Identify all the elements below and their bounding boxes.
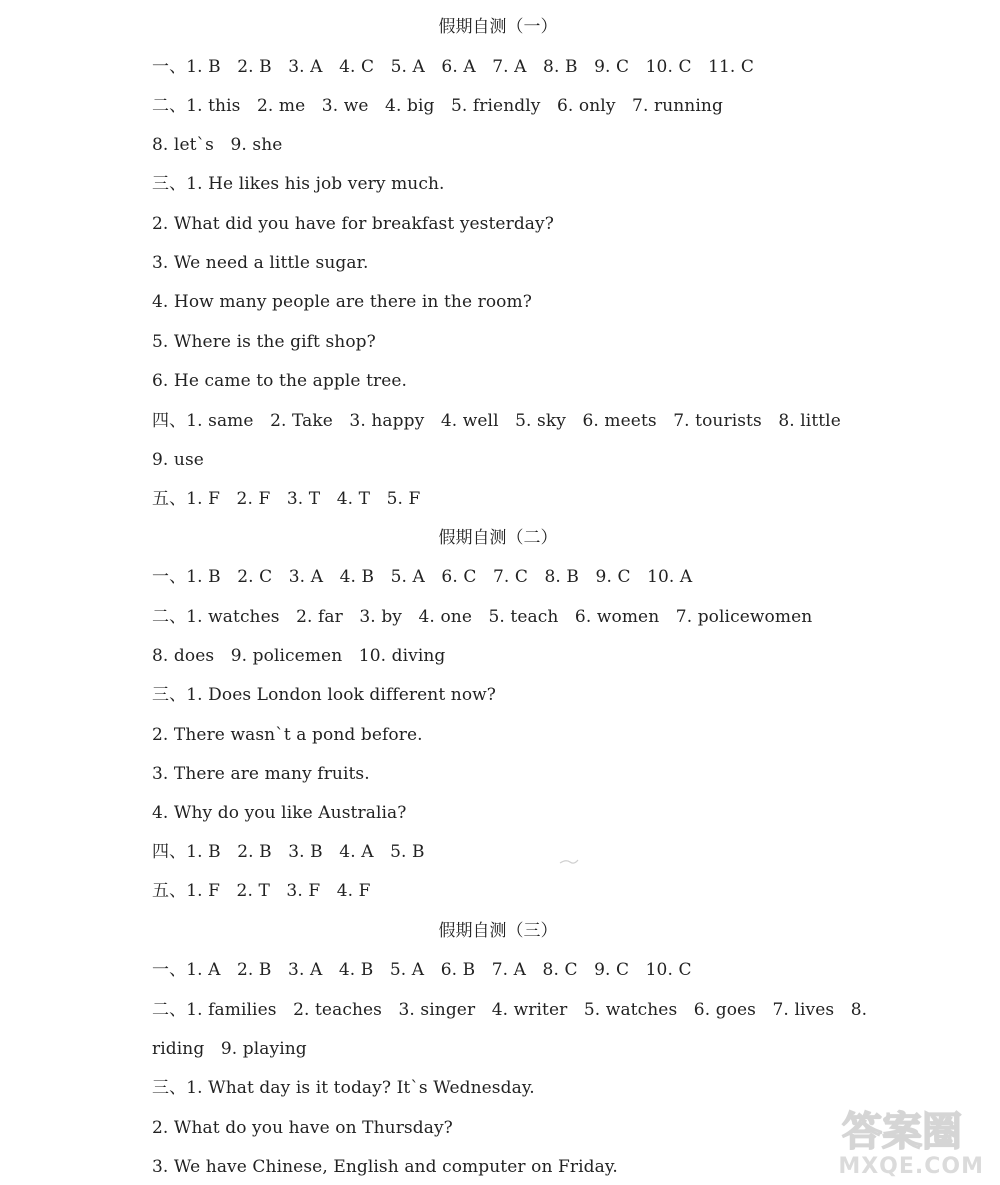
s2-line-8: 四、1. B 2. B 3. B 4. A 5. B bbox=[152, 842, 425, 862]
s2-line-3: 8. does 9. policemen 10. diving bbox=[152, 646, 446, 666]
s1-line-6: 3. We need a little sugar. bbox=[152, 253, 369, 273]
watermark-site: MXQE.COM bbox=[838, 1154, 984, 1179]
s2-line-9: 五、1. F 2. T 3. F 4. F bbox=[152, 881, 371, 901]
watermark-logo-text: 答案圈 bbox=[842, 1109, 962, 1155]
s2-line-2: 二、1. watches 2. far 3. by 4. one 5. teach 6. women 7. policewomen bbox=[152, 607, 813, 627]
section-3-heading: 假期自测（三） bbox=[438, 921, 558, 941]
s3-line-6: 3. We have Chinese, English and computer on Friday. bbox=[152, 1157, 618, 1177]
s2-line-1: 一、1. B 2. C 3. A 4. B 5. A 6. C 7. C 8. B 9. C 10. A bbox=[152, 567, 693, 587]
watermark-logo bbox=[836, 1101, 986, 1181]
s1-line-11: 9. use bbox=[152, 450, 204, 470]
s3-line-3: riding 9. playing bbox=[152, 1039, 307, 1059]
s1-line-3: 8. let`s 9. she bbox=[152, 135, 283, 155]
scan-speck bbox=[558, 850, 580, 858]
s2-line-7: 4. Why do you like Australia? bbox=[152, 803, 407, 823]
s2-line-6: 3. There are many fruits. bbox=[152, 764, 370, 784]
section-1-heading: 假期自测（一） bbox=[438, 17, 558, 37]
s3-line-4: 三、1. What day is it today? It`s Wednesday. bbox=[152, 1078, 535, 1098]
s1-line-1: 一、1. B 2. B 3. A 4. C 5. A 6. A 7. A 8. B 9. C 10. C 11. C bbox=[152, 57, 755, 77]
s3-line-2: 二、1. families 2. teaches 3. singer 4. writer 5. watches 6. goes 7. lives 8. bbox=[152, 1000, 868, 1020]
s1-line-4: 三、1. He likes his job very much. bbox=[152, 174, 445, 194]
s1-line-10: 四、1. same 2. Take 3. happy 4. well 5. sky 6. meets 7. tourists 8. little bbox=[152, 411, 841, 431]
s3-line-1: 一、1. A 2. B 3. A 4. B 5. A 6. B 7. A 8. C 9. C 10. C bbox=[152, 960, 692, 980]
watermark-logo-icon bbox=[836, 1101, 986, 1157]
s1-line-2: 二、1. this 2. me 3. we 4. big 5. friendly 6. only 7. running bbox=[152, 96, 723, 116]
s3-line-5: 2. What do you have on Thursday? bbox=[152, 1118, 453, 1138]
s2-line-5: 2. There wasn`t a pond before. bbox=[152, 725, 423, 745]
s1-line-8: 5. Where is the gift shop? bbox=[152, 332, 376, 352]
s1-line-12: 五、1. F 2. F 3. T 4. T 5. F bbox=[152, 489, 421, 509]
s1-line-7: 4. How many people are there in the room? bbox=[152, 292, 532, 312]
section-2-heading: 假期自测（二） bbox=[438, 528, 558, 548]
s1-line-5: 2. What did you have for breakfast yesterday? bbox=[152, 214, 554, 234]
s2-line-4: 三、1. Does London look different now? bbox=[152, 685, 497, 705]
s1-line-9: 6. He came to the apple tree. bbox=[152, 371, 408, 391]
